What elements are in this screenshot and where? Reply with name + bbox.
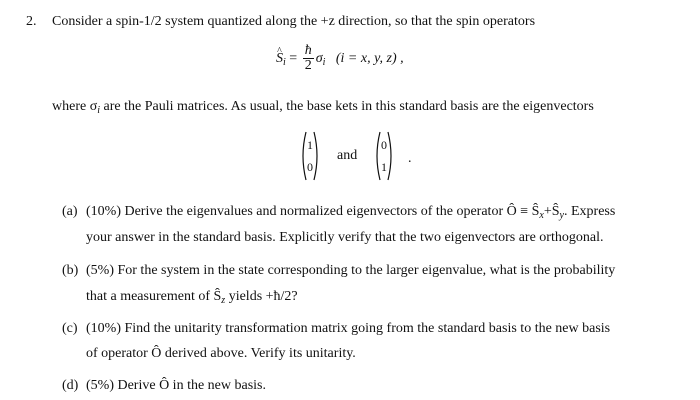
part-d-label: (d) — [62, 378, 79, 393]
problem-number: 2. — [26, 14, 37, 29]
equation-lhs-sub: i — [283, 57, 286, 68]
vector-down-bottom: 1 — [381, 160, 387, 174]
spin-operator-equation — [276, 44, 404, 78]
equation-equals: = — [289, 51, 298, 66]
vector-up-bottom: 0 — [307, 160, 313, 174]
part-a-line2: your answer in the standard basis. Explicitly verify that the two eigenvectors are orthogonal. — [86, 230, 604, 245]
equation-sigma: σ — [315, 51, 323, 66]
vector-up-top: 1 — [307, 138, 313, 152]
part-a-text1: (10%) Derive the eigenvalues and normalized eigenvectors of the operator Ô ≡ Ŝ — [86, 204, 540, 219]
vector-end-period: . — [408, 151, 412, 166]
part-a-sub-x: x — [539, 210, 544, 221]
where-line — [52, 98, 594, 120]
basis-vector-up — [299, 130, 321, 182]
vector-down-top: 0 — [381, 138, 387, 152]
equation-lhs: ^ S — [276, 44, 283, 74]
part-c-line2: of operator Ô derived above. Verify its unitarity. — [86, 346, 356, 361]
equation-range: (i = x, y, z) , — [335, 51, 404, 66]
part-b-line2 — [86, 288, 298, 310]
part-b-pre: that a measurement of Ŝ — [86, 289, 222, 304]
part-a-end: . Express — [564, 204, 616, 219]
equation-fraction — [303, 44, 314, 73]
where-sub: i — [97, 105, 101, 116]
part-b-line1: (5%) For the system in the state corresponding to the larger eigenvalue, what is the probability — [86, 263, 616, 278]
part-c-line1: (10%) Find the unitarity transformation matrix going from the standard basis to the new basis — [86, 321, 611, 336]
and-text: and — [337, 148, 358, 163]
part-b-label: (b) — [62, 263, 79, 278]
where-rest: are the Pauli matrices. As usual, the base kets in this standard basis are the eigenvectors — [100, 99, 594, 114]
part-b-post: yields +ħ/2? — [225, 289, 298, 304]
part-c-label: (c) — [62, 321, 78, 336]
part-a-line1 — [86, 203, 615, 225]
fraction-denominator: 2 — [304, 58, 312, 74]
part-a-plus: +Ŝ — [543, 204, 560, 219]
basis-vector-down — [373, 130, 395, 182]
where-text: where σ — [52, 99, 98, 114]
fraction-numerator: ħ — [304, 43, 312, 59]
part-d-line1: (5%) Derive Ô in the new basis. — [86, 378, 267, 393]
problem-intro: Consider a spin-1/2 system quantized along the +z direction, so that the spin operators — [52, 14, 536, 29]
part-a-sub-y: y — [559, 210, 564, 221]
part-a-label: (a) — [62, 204, 78, 219]
equation-sigma-sub: i — [322, 57, 326, 68]
part-b-sub-z: z — [221, 295, 226, 306]
